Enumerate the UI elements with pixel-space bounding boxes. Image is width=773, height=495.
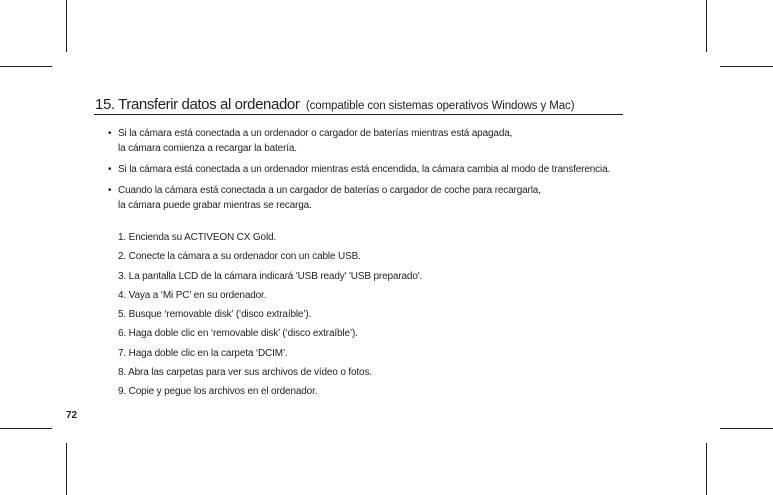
crop-mark-bottom-left-horizontal	[0, 428, 52, 429]
step-item: 3. La pantalla LCD de la cámara indicará 'USB ready' 'USB preparado'.	[118, 270, 423, 282]
bullet-text-line: Si la cámara está conectada a un ordenador o cargador de baterías mientras está apagada,	[118, 128, 513, 139]
bullet-text-line: la cámara puede grabar mientras se recarga.	[118, 200, 312, 211]
step-item: 6. Haga doble clic en ‘removable disk’ (‘disco extraíble’).	[118, 328, 358, 340]
section-heading	[95, 96, 623, 115]
crop-mark-top-right-horizontal	[720, 66, 773, 67]
step-item: 2. Conecte la cámara a su ordenador con un cable USB.	[118, 251, 361, 263]
section-title: 15. Transferir datos al ordenador	[95, 96, 300, 113]
bullet-item	[108, 126, 648, 156]
step-item: 1. Encienda su ACTIVEON CX Gold.	[118, 232, 277, 243]
bullet-marker: •	[108, 128, 112, 139]
crop-mark-bottom-right-vertical	[706, 443, 707, 495]
crop-mark-bottom-left-vertical	[66, 443, 67, 495]
bullet-text-line: Cuando la cámara está conectada a un cargador de baterías o cargador de coche para recargarla,	[118, 185, 541, 196]
bullet-text-line: Si la cámara está conectada a un ordenador mientras está encendida, la cámara cambia al modo de transferencia.	[118, 164, 611, 175]
heading-underline	[94, 114, 623, 115]
bullet-list	[108, 126, 648, 219]
page-number: 72	[66, 410, 78, 421]
bullet-item	[108, 183, 648, 213]
step-item: 7. Haga doble clic en la carpeta ‘DCIM’.	[118, 347, 288, 359]
bullet-text-line: la cámara comienza a recargar la batería.	[118, 143, 297, 154]
crop-mark-bottom-right-horizontal	[720, 428, 773, 429]
step-item: 4. Vaya a ‘Mi PC’ en su ordenador.	[118, 289, 267, 301]
crop-mark-top-right-vertical	[706, 0, 707, 52]
crop-mark-top-left-vertical	[66, 0, 67, 52]
bullet-item	[108, 162, 648, 177]
section-subtitle: (compatible con sistemas operativos Windows y Mac)	[305, 100, 575, 112]
step-item: 9. Copie y pegue los archivos en el ordenador.	[118, 386, 318, 398]
steps-list	[118, 230, 422, 404]
crop-mark-top-left-horizontal	[0, 66, 52, 67]
bullet-marker: •	[108, 164, 112, 175]
step-item: 5. Busque ‘removable disk’ (‘disco extraíble’).	[118, 309, 312, 321]
bullet-marker: •	[108, 185, 112, 196]
step-item: 8. Abra las carpetas para ver sus archivos de vídeo o fotos.	[118, 367, 372, 379]
